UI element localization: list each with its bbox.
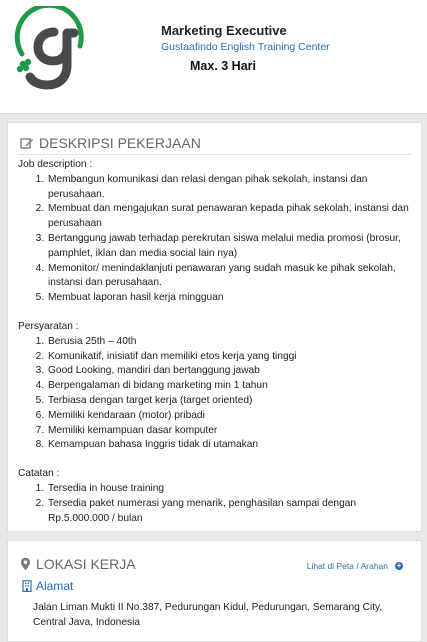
address-label-text: Alamat	[36, 579, 74, 593]
company-logo	[14, 6, 90, 96]
description-body	[18, 158, 413, 532]
job-desc-label: Job description :	[18, 159, 93, 170]
job-title: Marketing Executive	[161, 23, 287, 38]
job-header	[0, 0, 427, 114]
requirements-list	[18, 335, 413, 453]
job-description-card	[7, 122, 422, 532]
list-item: 2. Komunikatif, inisiatif dan memiliki etos kerja yang tinggi	[47, 350, 413, 365]
company-name-link[interactable]: Gustaafindo English Training Center	[161, 41, 330, 53]
description-heading	[20, 135, 201, 151]
location-heading	[20, 556, 136, 572]
plus-circle-icon[interactable]: +	[396, 561, 402, 570]
list-item: 1. Tersedia in house training	[47, 482, 413, 497]
divider	[18, 154, 411, 155]
list-item: 7. Memiliki kemampuan dasar komputer	[47, 424, 413, 439]
list-item: 4. Memonitor/ menindaklanjuti penawaran yang sudah masuk ke pihak sekolah, instansi dan perusahaan.	[47, 262, 413, 292]
map-pin-icon	[20, 557, 31, 571]
address-text: Jalan Liman Mukti II No.387, Pedurungan Kidul, Pedurungan, Semarang City, Central Java, Indonesia	[33, 602, 383, 628]
notes-list	[18, 482, 413, 526]
list-item: 2. Tersedia paket numerasi yang menarik, penghasilan sampai dengan Rp.5.000.000 / bulan	[47, 497, 413, 527]
list-item: 2. Membuat dan mengajukan surat penawaran kepada pihak sekolah, instansi dan perusahaan	[47, 202, 413, 232]
deadline-text: Max. 3 Hari	[190, 59, 257, 73]
list-item: 5. Terbiasa dengan target kerja (target oriented)	[47, 394, 413, 409]
list-item: 8. Kemampuan bahasa Inggris tidak di utamakan	[47, 438, 413, 453]
list-item: 5. Membuat laporan hasil kerja mingguan	[47, 291, 413, 306]
requirements-label: Persyaratan :	[18, 320, 79, 332]
job-location-card	[7, 540, 422, 642]
map-link-text[interactable]: Lihat di Peta / Arahan	[306, 561, 388, 571]
building-icon	[22, 580, 32, 592]
notes-label: Catatan :	[18, 468, 60, 480]
edit-icon	[20, 137, 34, 150]
job-desc-list	[18, 173, 413, 306]
list-item: 1. Membangun komunikasi dan relasi dengan pihak sekolah, instansi dan perusahaan.	[47, 173, 413, 203]
list-item: 6. Memiliki kendaraan (motor) pribadi	[47, 409, 413, 424]
address-label	[22, 579, 73, 593]
list-item: 3. Bertanggung jawab terhadap perekrutan siswa melalui media promosi (brosur, pamphlet, iklan dan media social lain nya)	[47, 232, 413, 262]
location-heading-text: LOKASI KERJA	[36, 556, 136, 572]
list-item: 3. Good Looking, mandiri dan bertanggung jawab	[47, 364, 413, 379]
map-link[interactable]	[307, 561, 403, 571]
list-item: 1. Berusia 25th – 40th	[47, 335, 413, 350]
description-heading-text: DESKRIPSI PEKERJAAN	[39, 135, 201, 151]
list-item: 4. Berpengalaman di bidang marketing min 1 tahun	[47, 379, 413, 394]
